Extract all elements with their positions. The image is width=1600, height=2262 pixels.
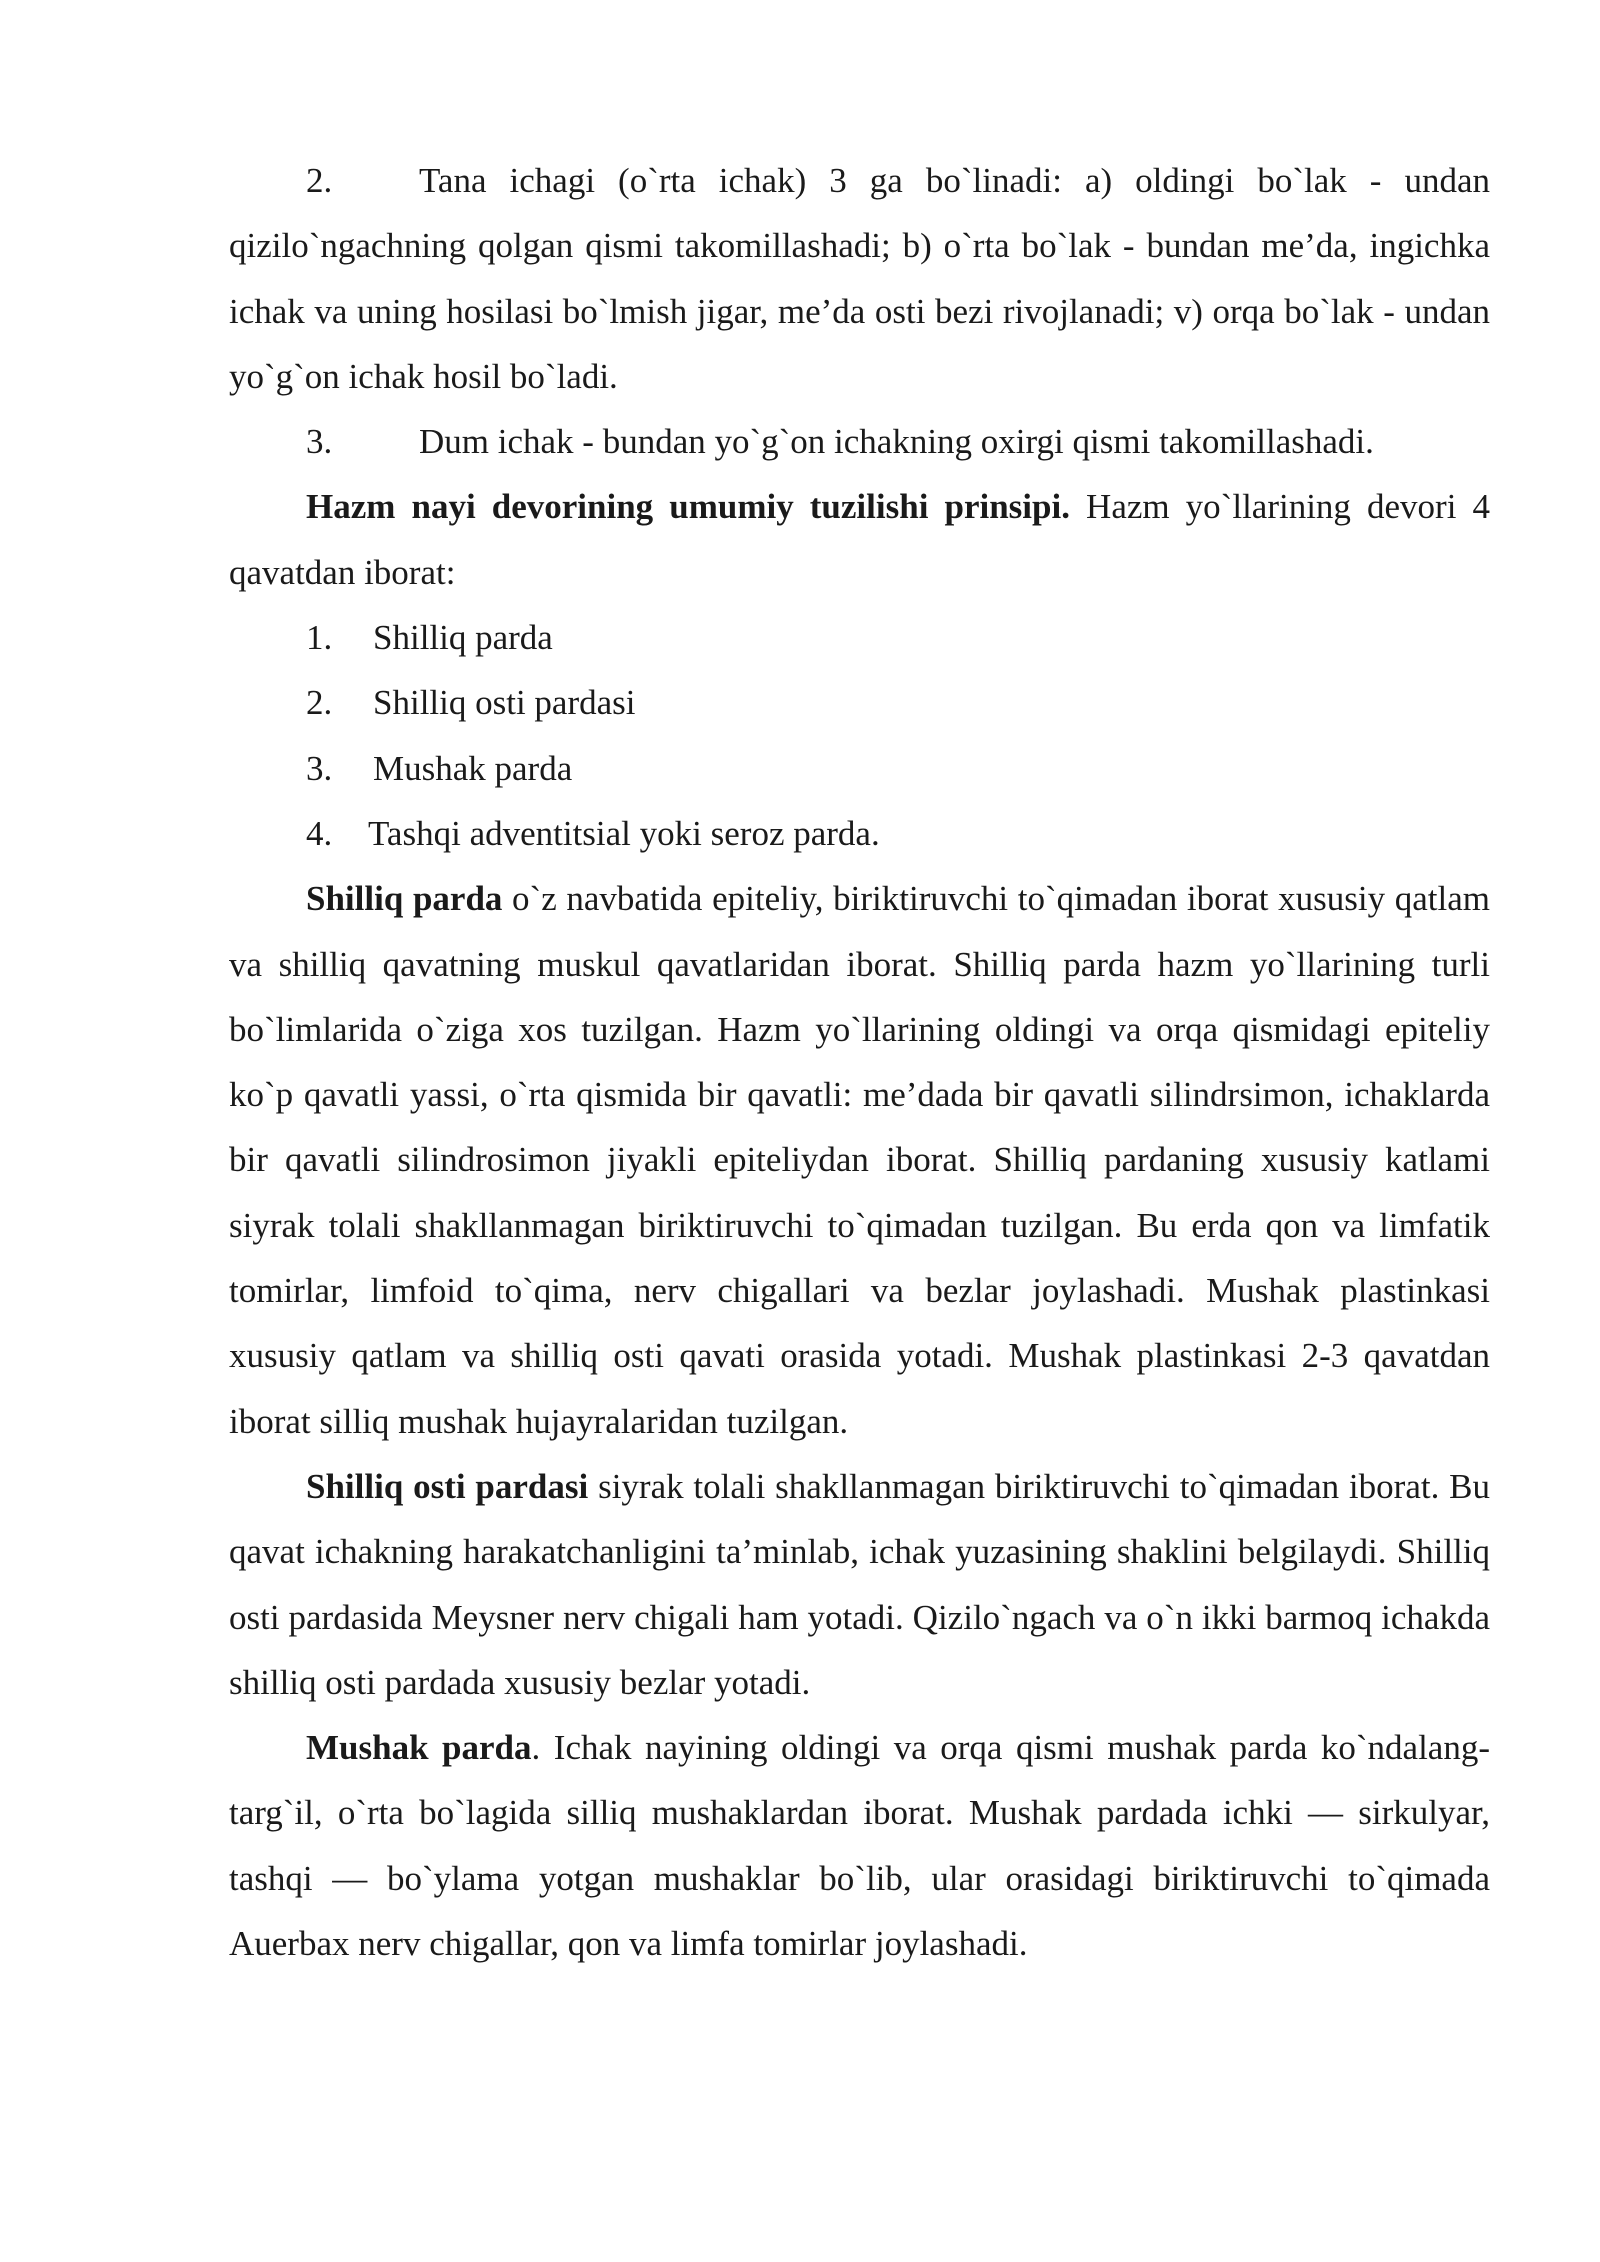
layers-list xyxy=(229,605,1490,866)
list-item-label: Mushak parda xyxy=(373,748,573,788)
list-item xyxy=(229,670,1490,735)
mushak-parda-paragraph xyxy=(229,1715,1490,1976)
paragraph-text: siyrak tolali shakllanmagan biriktiruvchi to`qimadan iborat. Bu qavat ichakning harakatchanligini ta’minlab, ichak yuzasining shaklini belgilaydi. Shilliq osti pardasida Meysner nerv chigali ham yotadi. Qizilo`ngach va o`n ikki barmoq ichakda shilliq osti pardada xususiy bezlar yotadi. xyxy=(229,1466,1490,1702)
list-item-label: Shilliq osti pardasi xyxy=(373,683,636,723)
paragraph-text: Hazm yo`llarining devori 4 qavatdan iborat: xyxy=(229,487,1490,592)
document-page xyxy=(229,148,1490,1976)
list-item-label: Tashqi adventitsial yoki seroz parda. xyxy=(368,813,880,853)
list-item xyxy=(229,605,1490,670)
term-heading: Mushak parda xyxy=(306,1728,532,1768)
shilliq-osti-pardasi-paragraph xyxy=(229,1454,1490,1715)
paragraph-text: Tana ichagi (o`rta ichak) 3 ga bo`linadi: a) oldingi bo`lak - undan qizilo`ngachning qolgan qismi takomillashadi; b) o`rta bo`lak - bundan me’da, ingichka ichak va uning hosilasi bo`lmish jigar, me’da osti bezi rivojlanadi; v) orqa bo`lak - undan yo`g`on ichak hosil bo`ladi. xyxy=(229,161,1490,396)
term-heading: Shilliq parda xyxy=(306,879,503,919)
list-item xyxy=(229,801,1490,866)
list-item-number: 4. xyxy=(306,813,333,853)
paragraph-text: Dum ichak - bundan yo`g`on ichakning oxirgi qismi takomillashadi. xyxy=(419,422,1374,462)
numbered-paragraph-3 xyxy=(229,409,1490,474)
list-item-number: 2. xyxy=(306,683,333,723)
list-item-number: 3. xyxy=(306,748,333,788)
term-heading: Shilliq osti pardasi xyxy=(306,1466,589,1506)
paragraph-number: 3. xyxy=(306,422,333,462)
paragraph-text: o`z navbatida epiteliy, biriktiruvchi to`qimadan iborat xususiy qatlam va shilliq qavatning muskul qavatlaridan iborat. Shilliq parda hazm yo`llarining turli bo`limlarida o`ziga xos tuzilgan. Hazm yo`llarining oldingi va orqa qismidagi epiteliy ko`p qavatli yassi, o`rta qismida bir qavatli: me’dada bir qavatli silindrsimon, ichaklarda bir qavatli silindrosimon jiyakli epiteliydan iborat. Shilliq pardaning xususiy katlami siyrak tolali shakllanmagan biriktiruvchi to`qimadan tuzilgan. Bu erda qon va limfatik tomirlar, limfoid to`qima, nerv chigallari va bezlar joylashadi. Mushak plastinkasi xususiy qatlam va shilliq osti qavati orasida yotadi. Mushak plastinkasi 2-3 qavatdan iborat silliq mushak hujayralaridan tuzilgan. xyxy=(229,879,1490,1441)
shilliq-parda-paragraph xyxy=(229,866,1490,1454)
list-item-number: 1. xyxy=(306,618,333,658)
numbered-paragraph-2 xyxy=(229,148,1490,409)
paragraph-number: 2. xyxy=(306,161,333,200)
list-item xyxy=(229,736,1490,801)
section-heading: Hazm nayi devorining umumiy tuzilishi prinsipi. xyxy=(306,487,1070,527)
paragraph-text: . Ichak nayining oldingi va orqa qismi mushak parda ko`ndalang-targ`il, o`rta bo`lagida silliq mushaklardan iborat. Mushak pardada ichki — sirkulyar, tashqi — bo`ylama yotgan mushaklar bo`lib, ular orasidagi biriktiruvchi to`qimada Auerbax nerv chigallar, qon va limfa tomirlar joylashadi. xyxy=(229,1728,1490,1964)
list-item-label: Shilliq parda xyxy=(373,618,553,658)
wall-structure-paragraph xyxy=(229,474,1490,605)
